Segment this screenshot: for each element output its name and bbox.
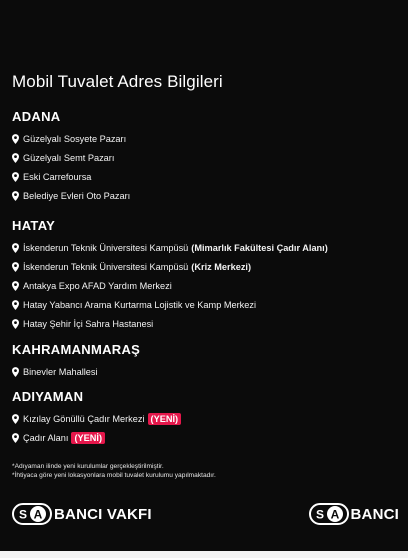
list-item bbox=[12, 276, 402, 295]
list-item bbox=[12, 148, 402, 167]
location-pin-icon bbox=[12, 300, 19, 310]
list-item bbox=[12, 167, 402, 186]
item-text: Eski Carrefoursa bbox=[23, 171, 92, 182]
logo-text: BANCI bbox=[350, 505, 399, 523]
location-pin-icon bbox=[12, 319, 19, 329]
city-heading: ADANA bbox=[12, 109, 61, 124]
location-pin-icon bbox=[12, 243, 19, 253]
item-text: Binevler Mahallesi bbox=[23, 366, 98, 377]
section-adana bbox=[12, 109, 402, 205]
section-kahramanmaras bbox=[12, 342, 402, 381]
item-text: Belediye Evleri Oto Pazarı bbox=[23, 190, 131, 201]
item-text: Güzelyalı Sosyete Pazarı bbox=[23, 133, 127, 144]
location-pin-icon bbox=[12, 153, 19, 163]
location-pin-icon bbox=[12, 414, 19, 424]
list-item bbox=[12, 129, 402, 148]
item-detail: (Mimarlık Fakültesi Çadır Alanı) bbox=[191, 242, 328, 253]
item-detail: (Kriz Merkezi) bbox=[191, 261, 252, 272]
section-adiyaman bbox=[12, 389, 402, 447]
list-item bbox=[12, 295, 402, 314]
svg-text:A: A bbox=[330, 507, 339, 522]
svg-text:A: A bbox=[33, 507, 43, 522]
city-heading: KAHRAMANMARAŞ bbox=[12, 342, 141, 357]
svg-text:S: S bbox=[315, 507, 324, 522]
sa-monogram-icon bbox=[309, 503, 349, 525]
item-text: İskenderun Teknik Üniversitesi Kampüsü bbox=[23, 242, 189, 253]
bottom-divider bbox=[0, 551, 408, 558]
footnote: *İhtiyaca göre yeni lokasyonlara mobil tuvalet kurulumu yapılmaktadır. bbox=[12, 472, 216, 479]
section-hatay bbox=[12, 218, 402, 333]
location-pin-icon bbox=[12, 433, 19, 443]
item-text: Antakya Expo AFAD Yardım Merkezi bbox=[23, 280, 172, 291]
item-text: Hatay Yabancı Arama Kurtarma Lojistik ve Kamp Merkezi bbox=[23, 299, 257, 310]
list-item bbox=[12, 409, 402, 428]
new-badge: (YENİ) bbox=[71, 432, 105, 444]
location-pin-icon bbox=[12, 172, 19, 182]
footnote: *Adıyaman ilinde yeni kurulumlar gerçekleştirilmiştir. bbox=[12, 463, 164, 470]
list-item bbox=[12, 362, 402, 381]
location-pin-icon bbox=[12, 281, 19, 291]
new-badge: (YENİ) bbox=[148, 413, 182, 425]
list-item bbox=[12, 314, 402, 333]
item-text: Çadır Alanı bbox=[23, 432, 69, 443]
sa-monogram-icon bbox=[12, 503, 52, 525]
location-pin-icon bbox=[12, 262, 19, 272]
sabanci-logo bbox=[309, 502, 400, 526]
list-item bbox=[12, 257, 402, 276]
item-text: Kızılay Gönüllü Çadır Merkezi bbox=[23, 413, 145, 424]
location-pin-icon bbox=[12, 367, 19, 377]
footnotes bbox=[12, 462, 216, 480]
sabanci-vakfi-logo bbox=[12, 502, 152, 526]
logo-text: BANCI VAKFI bbox=[54, 505, 152, 523]
svg-text:S: S bbox=[18, 507, 28, 522]
page-title: Mobil Tuvalet Adres Bilgileri bbox=[12, 72, 223, 91]
city-heading: ADIYAMAN bbox=[12, 389, 84, 404]
location-pin-icon bbox=[12, 134, 19, 144]
item-text: İskenderun Teknik Üniversitesi Kampüsü bbox=[23, 261, 189, 272]
item-text: Güzelyalı Semt Pazarı bbox=[23, 152, 115, 163]
item-text: Hatay Şehir İçi Sahra Hastanesi bbox=[23, 318, 154, 329]
location-pin-icon bbox=[12, 191, 19, 201]
list-item bbox=[12, 428, 402, 447]
list-item bbox=[12, 238, 402, 257]
city-heading: HATAY bbox=[12, 218, 56, 233]
list-item bbox=[12, 186, 402, 205]
